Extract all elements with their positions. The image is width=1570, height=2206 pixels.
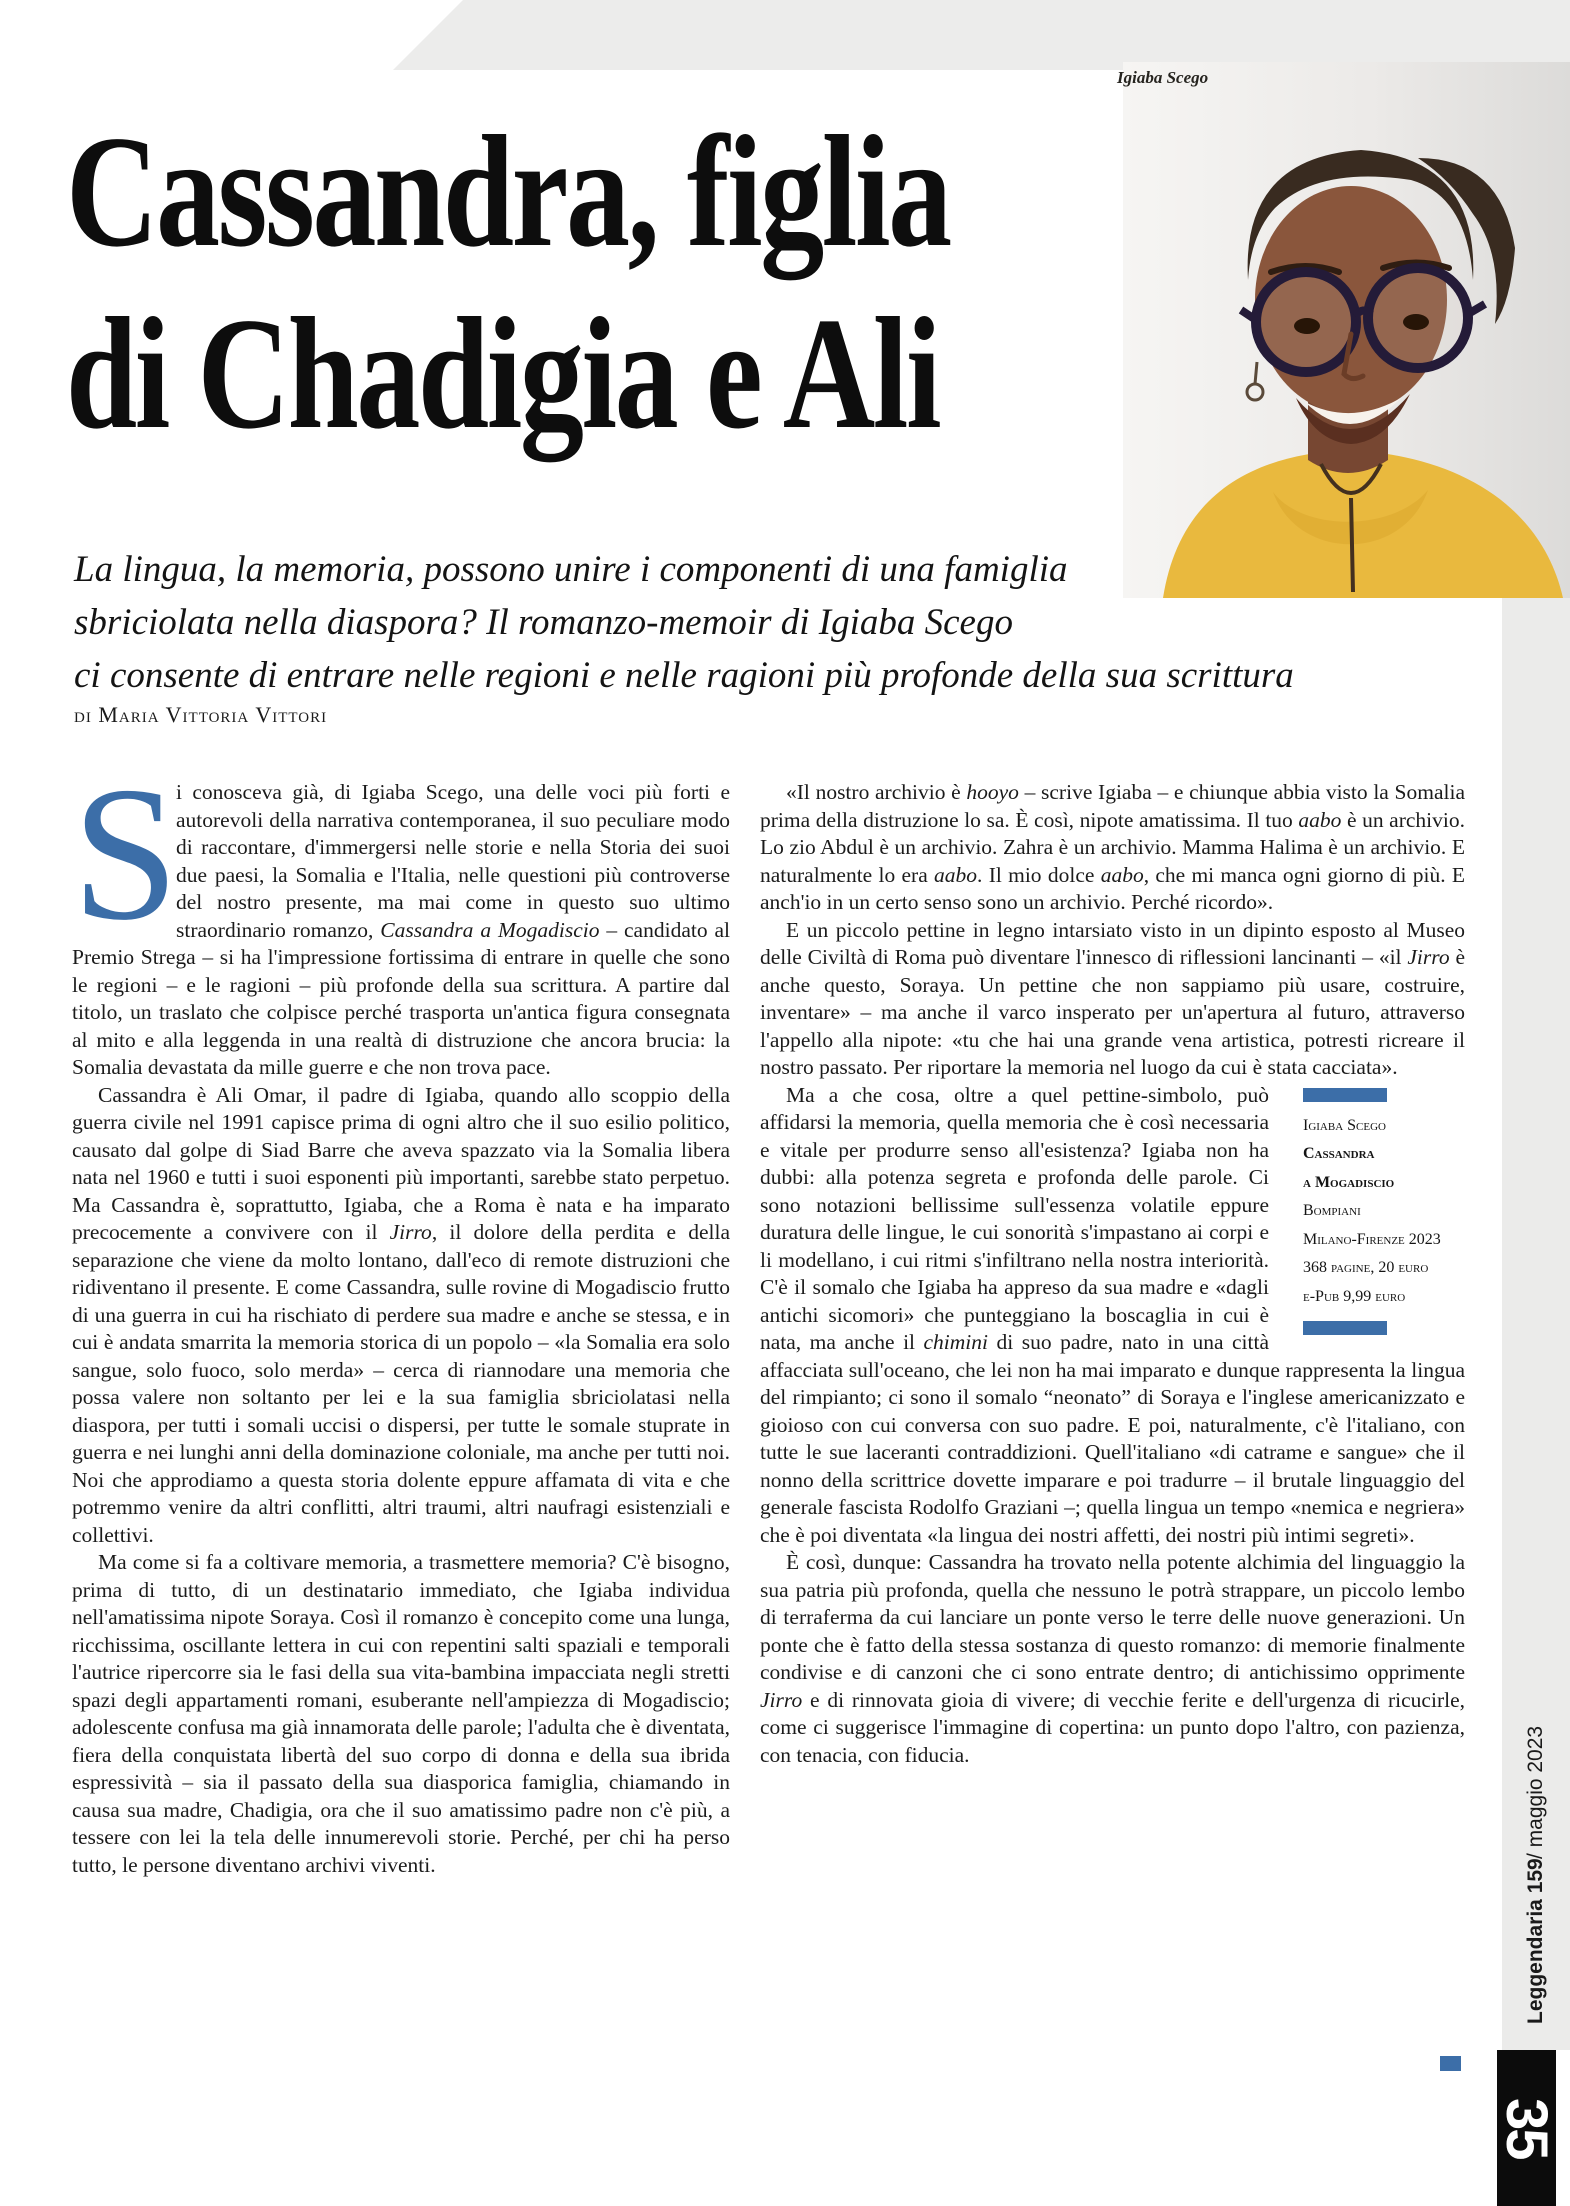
portrait-photo: [1123, 62, 1570, 598]
book-publisher: Bompiani: [1303, 1202, 1361, 1219]
subtitle-line: ci consente di entrare nelle regioni e nelle ragioni più profonde della sua scrittura: [74, 655, 1294, 696]
paragraph: Igiaba Scego Cassandra a Mogadiscio Bompiani Milano-Firenze 2023 368 pagine, 20 euro e-Pub 9,99 euro Ma a che cosa, oltre a quel pettine-simbolo, può affidarsi la memoria, quella memoria che è così necessaria e vitale per produrre senso all'esistenza? Igiaba non ha dubbi: alla potenza segreta e profonda delle parole. Ci sono notazioni bellissime sull'essenza volatile eppure duratura delle lingue, le cui sonorità s'impastano ai corpi e li modellano, i cui ritmi s'infiltrano nella nostra interiorità. C'è il somalo che Igiaba ha appreso da sua madre e «dagli antichi sicomori» che punteggiano la boscaglia in cui è nata, ma anche il chimini di suo padre, nato in una città affacciata sull'oceano, che lei non ha mai imparato e dunque rappresenta la lingua del rimpianto; ci sono il somalo “neonato” di Soraya e l'inglese americanizzato e gioioso con cui conversa con suo padre. E poi, naturalmente, c'è l'italiano, con tutte le sue laceranti contraddizioni. Quell'italiano «di catrame e sangue» che il nonno della scrittrice dovette imparare e poi tradurre – il brutale linguaggio del generale fascista Rodolfo Graziani –; quella lingua un tempo «nemica e negriera» che è poi diventata «la lingua dei nostri affetti, dei nostri più intimi segreti».: [760, 1082, 1465, 1547]
book-epub-price: e-Pub 9,99 euro: [1303, 1287, 1406, 1305]
paragraph: S i conosceva già, di Igiaba Scego, una delle voci più forti e autorevoli della narrativa contemporanea, il suo peculiare modo di raccontare, d'immergersi nelle storie e nella Storia dei suoi due paesi, la Somalia e l'Italia, nelle questioni più controverse del nostro presente, ma mai come in questo suo ultimo straordinario romanzo, Cassandra a Mogadiscio – candidato al Premio Strega – si ha l'impressione fortissima di entrare in quelle che sono le regioni – e le ragioni – più profonde della sua scrittura. A partire dal titolo, un traslato che colpisce perché trasporta un'antica figura consegnata al mito e alla leggenda in una realtà di distruzione che ancora brucia: la Somalia devastata da mille guerre e che non trova pace.: [72, 747, 730, 1079]
book-author: Igiaba Scego: [1303, 1116, 1387, 1134]
book-box-bottom-bar: [1303, 1321, 1387, 1335]
issue-vertical-label: [1502, 1700, 1570, 2050]
title-line-2: di Chadigia e Ali: [66, 284, 940, 462]
book-title-line-2: a Mogadiscio: [1303, 1173, 1395, 1191]
paragraph: Ma come si fa a coltivare memoria, a trasmettere memoria? C'è bisogno, prima di tutto, di un destinatario immediato, che Igiaba individua nell'amatissima nipote Soraya. Così il romanzo è concepito come una lunga, ricchissima, oscillante lettera in cui con repentini salti spaziali e temporali l'autrice ripercorre sia le fasi della sua vita-bambina impacciata negli stretti spazi degli appartamenti romani, esuberante nell'ampiezza di Mogadiscio; adolescente confusa ma già innamorata delle parole; l'adulta che è diventata, fiera della conquistata libertà del suo corpo di donna e della sua ibrida espressività – sia il passato della sua diasporica famiglia, chiamando in causa sua madre, Chadigia, ora che il suo amatissimo padre non c'è più, a tessere con lei la tela delle innumerevoli storie. Perché, per chi ha perso tutto, le persone diventano archivi viventi.: [72, 1550, 730, 1877]
book-pages-price: 368 pagine, 20 euro: [1303, 1259, 1429, 1276]
paragraph: Cassandra è Ali Omar, il padre di Igiaba, quando allo scoppio della guerra civile nel 1991 capisce prima di ogni altro che il suo esilio politico, causato dal golpe di Siad Barre che aveva spazzato via la Somalia libera nata nel 1960 e tutti i suoi esponenti più importanti, sarebbe stato perpetuo. Ma Cassandra è, soprattutto, Igiaba, che a Roma è nata e ha imparato precocemente a convivere con il Jirro, il dolore della perdita e della separazione che viene da molto lontano, dall'eco di remote distruzioni che ridiventano il presente. E come Cassandra, sulle rovine di Mogadiscio frutto di una guerra in cui ha rischiato di perdere sua madre e anche se stessa, e in cui è andata smarrita la memoria storica di un popolo – «la Somalia era solo sangue, solo fuoco, solo merda» – cerca di riannodare una memoria che possa valere non soltanto per lei e la sua famiglia sbriciolatasi nella diaspora, per tutti i somali uccisi o dispersi, per tutte le somale stuprate in guerra e nei lunghi anni della dominazione coloniale, ma anche per tutti noi. Noi che approdiamo a questa storia dolente eppure affamata di vita e che potremmo venire da altri conflitti, altri traumi, altri naufragi esistenziali e collettivi.: [72, 1082, 731, 1547]
book-title-line-1: Cassandra: [1303, 1145, 1375, 1162]
book-place-year: Milano-Firenze 2023: [1303, 1230, 1441, 1248]
paragraph: È così, dunque: Cassandra ha trovato nella potente alchimia del linguaggio la sua patria più profonda, quella che nessuno le potrà strappare, un piccolo lembo di terraferma da cui lanciare un ponte verso le terre delle nuove generazioni. Un ponte che è fatto della stessa sostanza di questo romanzo: di memorie finalmente condivise e di canzoni che ci sono entrate dentro; di antichissimo opprimente Jirro e di rinnovata gioia di vivere; di vecchie ferite e dell'urgenza di ricucirle, come ci suggerisce l'immagine di copertina: un punto dopo l'altro, con pazienza, con tenacia, con fiducia.: [760, 1550, 1465, 1767]
issue-date: / maggio 2023: [1524, 1725, 1547, 1859]
title-line-1: Cassandra, figlia: [66, 102, 950, 280]
article-title: [66, 100, 1171, 464]
page-number-block: [1494, 2050, 1559, 2206]
drop-cap: S: [72, 747, 179, 960]
paragraph: E un piccolo pettine in legno intarsiato visto in un dipinto esposto al Museo delle Civiltà di Roma può diventare l'innesco di riflessioni lancinanti – «il Jirro è anche questo, Soraya. Un pettine che non sappiamo più usare, costruire, inventare» – ma anche il varco insperato per un'apertura al futuro, attraverso l'appello alla nipote: «tu che hai una grande vena artistica, potresti ricreare il nostro passato. Per riportare la memoria nel luogo da cui è stata cacciata».: [760, 917, 1465, 1079]
subtitle-line: sbriciolata nella diaspora? Il romanzo-memoir di Igiaba Scego: [74, 602, 1013, 643]
paragraph: «Il nostro archivio è hooyo – scrive Igiaba – e chiunque abbia visto la Somalia prima della distruzione lo sa. È così, nipote amatissima. Il tuo aabo è un archivio. Lo zio Abdul è un archivio. Zahra è un archivio. Mamma Halima è un archivio. E naturalmente lo era aabo. Il mio dolce aabo, che mi manca ogni giorno di più. E anch'io in un certo senso sono un archivio. Perché ricordo».: [760, 780, 1465, 914]
page-number: 35: [1494, 2097, 1559, 2159]
article-subtitle: [74, 543, 1294, 702]
top-diagonal-band: [393, 0, 1570, 70]
issue-name: Leggendaria 159: [1524, 1858, 1547, 2025]
subtitle-line: La lingua, la memoria, possono unire i componenti di una famiglia: [74, 549, 1068, 590]
article-column-left: [72, 747, 731, 1879]
byline: di Maria Vittoria Vittori: [74, 702, 328, 727]
book-info-box: [1303, 1084, 1465, 1336]
portrait-illustration: [1123, 62, 1570, 598]
end-mark-square: [1440, 2056, 1461, 2071]
book-box-top-bar: [1303, 1088, 1387, 1102]
article-column-right: [760, 779, 1465, 1769]
photo-caption: Igiaba Scego: [1117, 68, 1209, 87]
